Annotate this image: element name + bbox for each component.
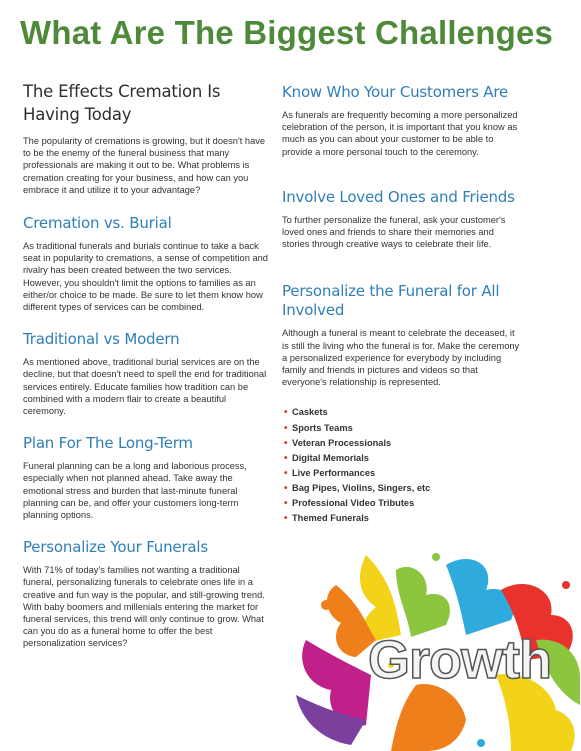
section-body: Although a funeral is meant to celebrate the deceased, it is still the living who the funeral is for. Make the ceremony a personalized experience for everybody by including family and friends in pictures and videos so that everyone's relationship is represented. xyxy=(282,328,520,388)
list-item: • Sports Teams xyxy=(284,421,547,436)
bullet-dot-icon: • xyxy=(284,513,288,525)
section-body: Funeral planning can be a long and laborious process, especially when not planned ahead. Take away the emotional stress and burden that last-minute funeral planning can be, and offer your customers long-term planning options. xyxy=(23,461,247,521)
intro-heading: The Effects Cremation Is Having Today xyxy=(23,82,221,124)
section-body: To further personalize the funeral, ask your customer's loved ones and friends to share their memories and stories through creative ways to celebrate their life. xyxy=(282,214,506,250)
section-heading: Personalize Your Funerals xyxy=(23,538,208,557)
section-body: As traditional funerals and burials continue to take a back seat in popularity to cremations, a sense of competition and rivalry has been created between the two services. However, you shouldn't limit the options to families as an either/or choice to be made. Be sure to let them know how different types of services can be combined. xyxy=(23,241,268,313)
section-involve-loved-ones xyxy=(282,188,547,251)
section-plan-long-term xyxy=(23,434,271,521)
list-item: • Live Performances xyxy=(284,466,547,481)
bullet-dot-icon: • xyxy=(284,437,288,449)
section-heading: Cremation vs. Burial xyxy=(23,214,172,233)
growth-paint-splash-image xyxy=(296,545,581,751)
right-column xyxy=(282,80,547,526)
section-heading: Involve Loved Ones and Friends xyxy=(282,187,515,206)
section-personalize-all xyxy=(282,282,547,388)
intro-section xyxy=(23,80,271,196)
section-body: With 71% of today's families not wanting a traditional funeral, personalizing funerals to celebrate ones life in a creative and fun way is the popular, and still-growing trend. With baby boomers and millenials entering the market for funeral services, this trend will only continue to grow. What can you do as a funeral home to offer the best personalization services? xyxy=(23,565,265,649)
list-item: • Caskets xyxy=(284,405,547,420)
growth-word: Growth xyxy=(368,630,551,690)
list-item: • Professional Video Tributes xyxy=(284,496,547,511)
bullet-dot-icon: • xyxy=(284,422,288,434)
left-column xyxy=(23,80,271,667)
bullet-list xyxy=(284,405,547,526)
section-personalize-funerals xyxy=(23,538,271,649)
list-item: • Digital Memorials xyxy=(284,451,547,466)
section-know-customers xyxy=(282,83,547,158)
bullet-dot-icon: • xyxy=(284,452,288,464)
page-title: What Are The Biggest Challenges xyxy=(20,14,554,51)
list-item: • Bag Pipes, Violins, Singers, etc xyxy=(284,481,547,496)
section-cremation-vs-burial xyxy=(23,214,271,313)
list-item: • Themed Funerals xyxy=(284,511,547,526)
bullet-dot-icon: • xyxy=(284,407,288,419)
section-heading: Plan For The Long-Term xyxy=(23,434,193,453)
intro-body: The popularity of cremations is growing, but it doesn't have to be the enemy of the funeral business that many professionals are making it out to be. What problems is cremation creating for your business, and how can you embrace it and utilize it to your advantage? xyxy=(23,136,266,195)
list-item: • Veteran Processionals xyxy=(284,436,547,451)
bullet-dot-icon: • xyxy=(284,498,288,509)
section-body: As mentioned above, traditional burial services are on the decline, but that doesn't need to spell the end for traditional services entirely. Educate families how tradition can be combined with a modern flair to create a beautiful ceremony. xyxy=(23,357,267,417)
section-body: As funerals are frequently becoming a more personalized celebration of the person, it is important that you know as much as you can about your customer to be able to provide a more personal touch to the ceremony. xyxy=(282,110,518,157)
section-heading: Know Who Your Customers Are xyxy=(282,83,509,101)
section-heading: Traditional vs Modern xyxy=(23,330,180,349)
bullet-dot-icon: • xyxy=(284,467,288,479)
section-heading: Personalize the Funeral for All Involved xyxy=(282,282,500,320)
bullet-dot-icon: • xyxy=(284,482,288,494)
section-traditional-vs-modern xyxy=(23,330,271,417)
